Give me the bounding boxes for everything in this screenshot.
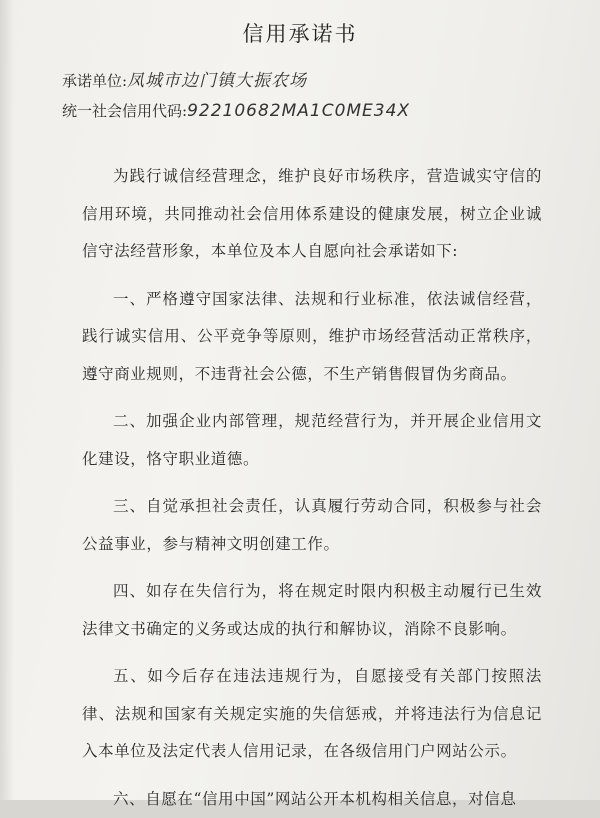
unit-field bbox=[62, 66, 307, 91]
document-body bbox=[82, 158, 542, 818]
clause-3: 三、自觉承担社会责任，认真履行劳动合同，积极参与社会公益事业，参与精神文明创建工作。 bbox=[82, 488, 542, 563]
document-title: 信用承诺书 bbox=[0, 18, 600, 48]
clause-1: 一、严格遵守国家法律、法规和行业标准，依法诚信经营，践行诚实信用、公平竞争等原则，维护市场经营活动正常秩序，遵守商业规则，不违背社会公德，不生产销售假冒伪劣商品。 bbox=[82, 281, 542, 394]
clause-6: 六、自愿在“信用中国”网站公开本机构相关信息，对信息 bbox=[82, 781, 542, 818]
clause-5: 五、如今后存在违法违规行为，自愿接受有关部门按照法律、法规和国家有关规定实施的失信惩戒，并将违法行为信息记入本单位及法定代表人信用记录，在各级信用门户网站公示。 bbox=[82, 658, 542, 771]
page-edge-shadow bbox=[0, 0, 14, 800]
clause-2: 二、加强企业内部管理，规范经营行为，并开展企业信用文化建设，恪守职业道德。 bbox=[82, 403, 542, 478]
unit-label: 承诺单位: bbox=[62, 72, 127, 90]
clause-4: 四、如存在失信行为，将在规定时限内积极主动履行已生效法律文书确定的义务或达成的执行和解协议，消除不良影响。 bbox=[82, 573, 542, 648]
credit-code-value: 92210682MA1C0ME34X bbox=[187, 101, 410, 121]
intro-paragraph: 为践行诚信经营理念，维护良好市场秩序，营造诚实守信的信用环境，共同推动社会信用体系建设的健康发展，树立企业诚信守法经营形象，本单位及本人自愿向社会承诺如下: bbox=[82, 158, 542, 271]
credit-code-label: 统一社会信用代码: bbox=[62, 102, 187, 120]
unit-value: 凤城市边门镇大振农场 bbox=[127, 71, 307, 91]
credit-code-field bbox=[62, 100, 410, 121]
